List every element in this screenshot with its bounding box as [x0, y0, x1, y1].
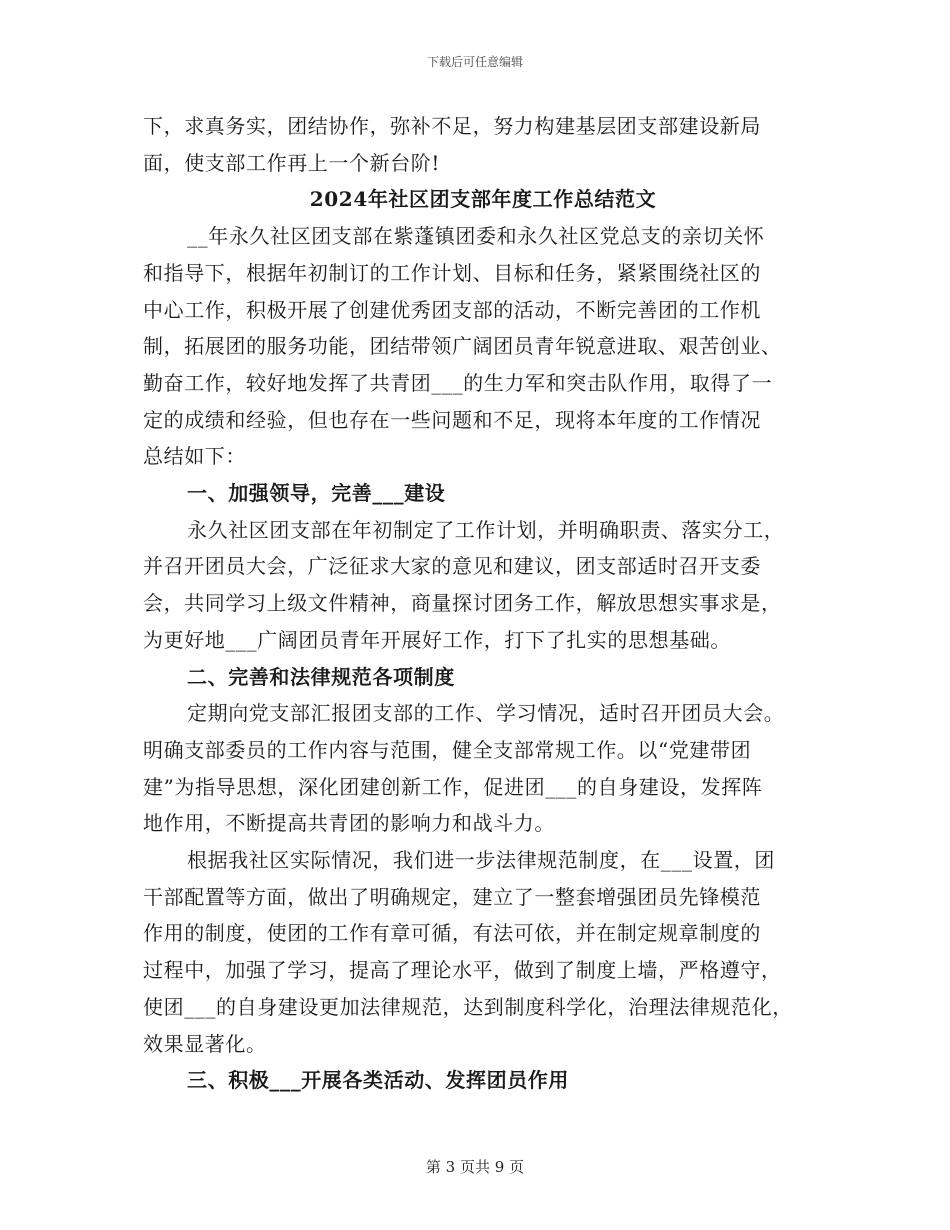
- paragraph-line: 中心工作，积极开展了创建优秀团支部的活动，不断完善团的工作机: [143, 297, 761, 322]
- page-header: 下载后可任意编辑: [426, 55, 523, 69]
- paragraph-line: 和指导下，根据年初制订的工作计划、目标和任务，紧紧围绕社区的: [143, 260, 761, 285]
- paragraph-line: 效果显著化。: [143, 1031, 267, 1056]
- page-footer: 第 3 页共 9 页: [425, 1158, 525, 1176]
- paragraph-line: 会，共同学习上级文件精神，商量探讨团务工作，解放思想实事求是，: [143, 591, 782, 616]
- paragraph-line: 建”为指导思想，深化团建创新工作，促进团___的自身建设，发挥阵: [143, 774, 763, 799]
- paragraph-line: 勤奋工作，较好地发挥了共青团___的生力军和突击队作用，取得了一: [143, 370, 773, 395]
- paragraph-line: 作用的制度，使团的工作有章可循，有法可依，并在制定规章制度的: [143, 921, 761, 946]
- paragraph-line: 定期向党支部汇报团支部的工作、学习情况，适时召开团员大会。: [187, 701, 785, 726]
- paragraph-line: 并召开团员大会，广泛征求大家的意见和建议，团支部适时召开支委: [143, 554, 761, 579]
- paragraph-line: 下，求真务实，团结协作，弥补不足，努力构建基层团支部建设新局: [143, 114, 761, 138]
- paragraph-line: 使团___的自身建设更加法律规范，达到制度科学化，治理法律规范化，: [143, 994, 793, 1019]
- paragraph-line: 为更好地___广阔团员青年开展好工作，打下了扎实的思想基础。: [143, 627, 731, 652]
- paragraph-line: 明确支部委员的工作内容与范围，健全支部常规工作。以“党建带团: [143, 737, 752, 762]
- document-title: 2024年社区团支部年度工作总结范文: [309, 187, 657, 212]
- paragraph-line: __年永久社区团支部在紫蓬镇团委和永久社区党总支的亲切关怀: [187, 224, 765, 249]
- paragraph-line: 干部配置等方面，做出了明确规定，建立了一整套增强团员先锋模范: [143, 884, 761, 909]
- paragraph-line: 制，拓展团的服务功能，团结带领广阔团员青年锐意进取、艰苦创业、: [143, 334, 782, 359]
- paragraph-line: 根据我社区实际情况，我们进一步法律规范制度，在___设置，团: [187, 848, 775, 873]
- document-body: [143, 108, 813, 1099]
- paragraph-line: 地作用，不断提高共青团的影响力和战斗力。: [143, 811, 555, 836]
- paragraph-line: 面，使支部工作再上一个新台阶!: [143, 150, 441, 175]
- paragraph-line: 过程中，加强了学习，提高了理论水平，做到了制度上墙，严格遵守，: [143, 958, 782, 983]
- paragraph-line: 永久社区团支部在年初制定了工作计划，并明确职责、落实分工，: [187, 517, 785, 542]
- section-heading: 一、加强领导，完善___建设: [187, 481, 446, 506]
- paragraph-line: 定的成绩和经验，但也存在一些问题和不足，现将本年度的工作情况: [143, 407, 761, 432]
- paragraph-line: 总结如下：: [143, 444, 246, 469]
- section-heading: 二、完善和法律规范各项制度: [187, 664, 455, 689]
- section-heading: 三、积极___开展各类活动、发挥团员作用: [187, 1068, 569, 1093]
